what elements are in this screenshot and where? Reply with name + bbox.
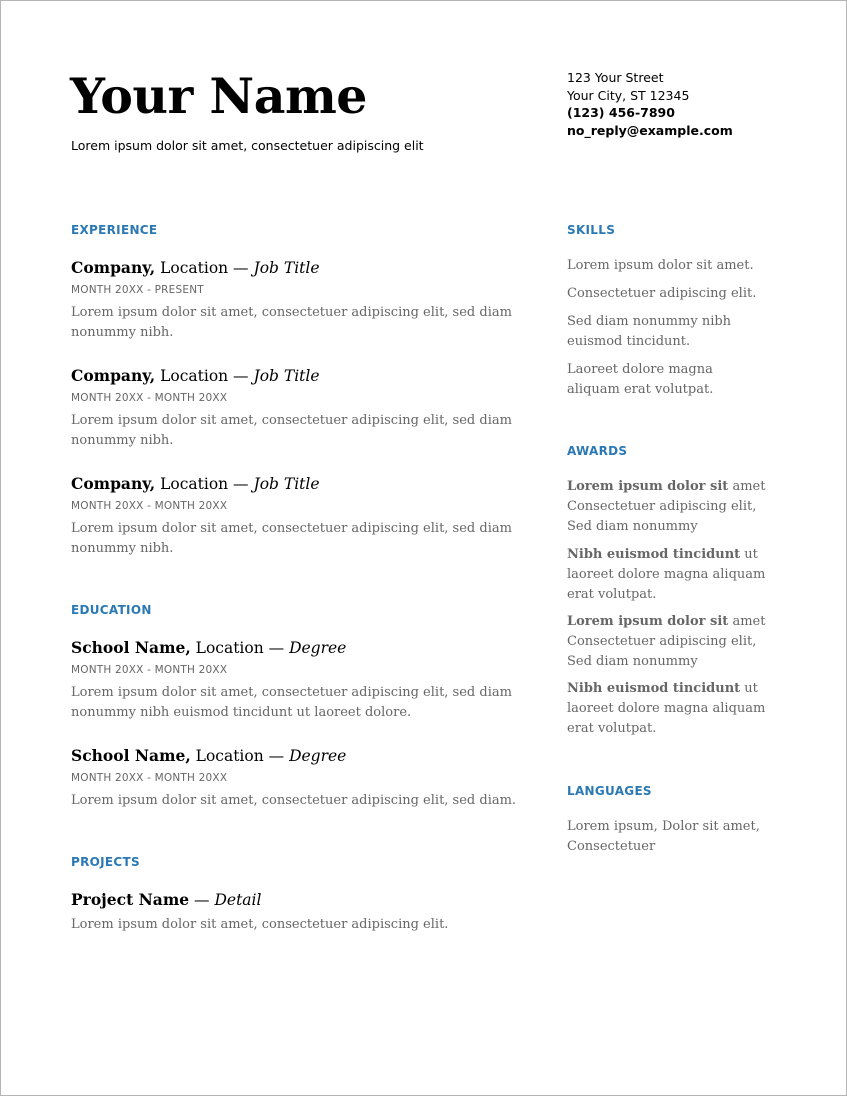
education-entry — [71, 638, 346, 657]
project-entry-title: Project Name — Detail — [71, 890, 262, 909]
contact-email: no_reply@example.com — [567, 122, 733, 138]
skills-item: Sed diam nonummy nibh euismod tincidunt. — [567, 314, 732, 349]
education-entry-title: School Name, Location — Degree — [71, 638, 347, 657]
experience-entry-title: Company, Location — Job Title — [71, 474, 320, 493]
awards-item: Nibh euismod tincidunt ut laoreet dolore magna aliquam erat volutpat. — [567, 681, 766, 736]
education-entry — [71, 746, 346, 765]
experience-entry-desc: Lorem ipsum dolor sit amet, consectetuer adipiscing elit, sed diam nonummy nibh. — [71, 305, 512, 340]
skills-item: Laoreet dolore magna aliquam erat volutpat. — [567, 362, 714, 397]
languages-heading: LANGUAGES — [567, 784, 652, 798]
experience-entry-date: MONTH 20XX - MONTH 20XX — [71, 392, 228, 404]
project-entry — [71, 890, 261, 909]
contact-street: 123 Your Street — [567, 70, 664, 85]
project-entry-desc: Lorem ipsum dolor sit amet, consectetuer adipiscing elit. — [71, 917, 449, 932]
resume-name: Your Name — [70, 67, 367, 125]
education-entry-desc: Lorem ipsum dolor sit amet, consectetuer adipiscing elit, sed diam nonummy nibh euismod tincidunt ut laoreet dolore. — [71, 685, 512, 720]
awards-item: Lorem ipsum dolor sit amet Consectetuer adipiscing elit, Sed diam nonummy — [567, 479, 766, 534]
experience-entry — [71, 366, 320, 385]
awards-heading: AWARDS — [567, 444, 628, 458]
experience-entry-desc: Lorem ipsum dolor sit amet, consectetuer adipiscing elit, sed diam nonummy nibh. — [71, 521, 512, 556]
education-entry-date: MONTH 20XX - MONTH 20XX — [71, 772, 228, 784]
education-entry-desc: Lorem ipsum dolor sit amet, consectetuer adipiscing elit, sed diam. — [71, 793, 517, 808]
skills-item: Consectetuer adipiscing elit. — [567, 286, 757, 301]
experience-entry-title: Company, Location — Job Title — [71, 258, 320, 277]
contact-block — [567, 69, 733, 139]
awards-item: Nibh euismod tincidunt ut laoreet dolore magna aliquam erat volutpat. — [567, 547, 766, 602]
experience-entry-desc: Lorem ipsum dolor sit amet, consectetuer adipiscing elit, sed diam nonummy nibh. — [71, 413, 512, 448]
experience-entry-date: MONTH 20XX - MONTH 20XX — [71, 500, 228, 512]
contact-phone: (123) 456-7890 — [567, 105, 675, 120]
awards-item: Lorem ipsum dolor sit amet Consectetuer adipiscing elit, Sed diam nonummy — [567, 614, 766, 669]
skills-item: Lorem ipsum dolor sit amet. — [567, 258, 754, 273]
skills-heading: SKILLS — [567, 223, 616, 237]
experience-entry — [71, 258, 320, 277]
experience-heading: EXPERIENCE — [71, 223, 158, 237]
experience-entry — [71, 474, 320, 493]
languages-item: Lorem ipsum, Dolor sit amet, Consectetuer — [567, 819, 760, 854]
experience-entry-date: MONTH 20XX - PRESENT — [71, 284, 204, 296]
resume-tagline: Lorem ipsum dolor sit amet, consectetuer adipiscing elit — [71, 138, 424, 153]
education-entry-date: MONTH 20XX - MONTH 20XX — [71, 664, 228, 676]
projects-heading: PROJECTS — [71, 855, 140, 869]
education-heading: EDUCATION — [71, 603, 152, 617]
education-entry-title: School Name, Location — Degree — [71, 746, 347, 765]
experience-entry-title: Company, Location — Job Title — [71, 366, 320, 385]
contact-city: Your City, ST 12345 — [567, 87, 690, 103]
